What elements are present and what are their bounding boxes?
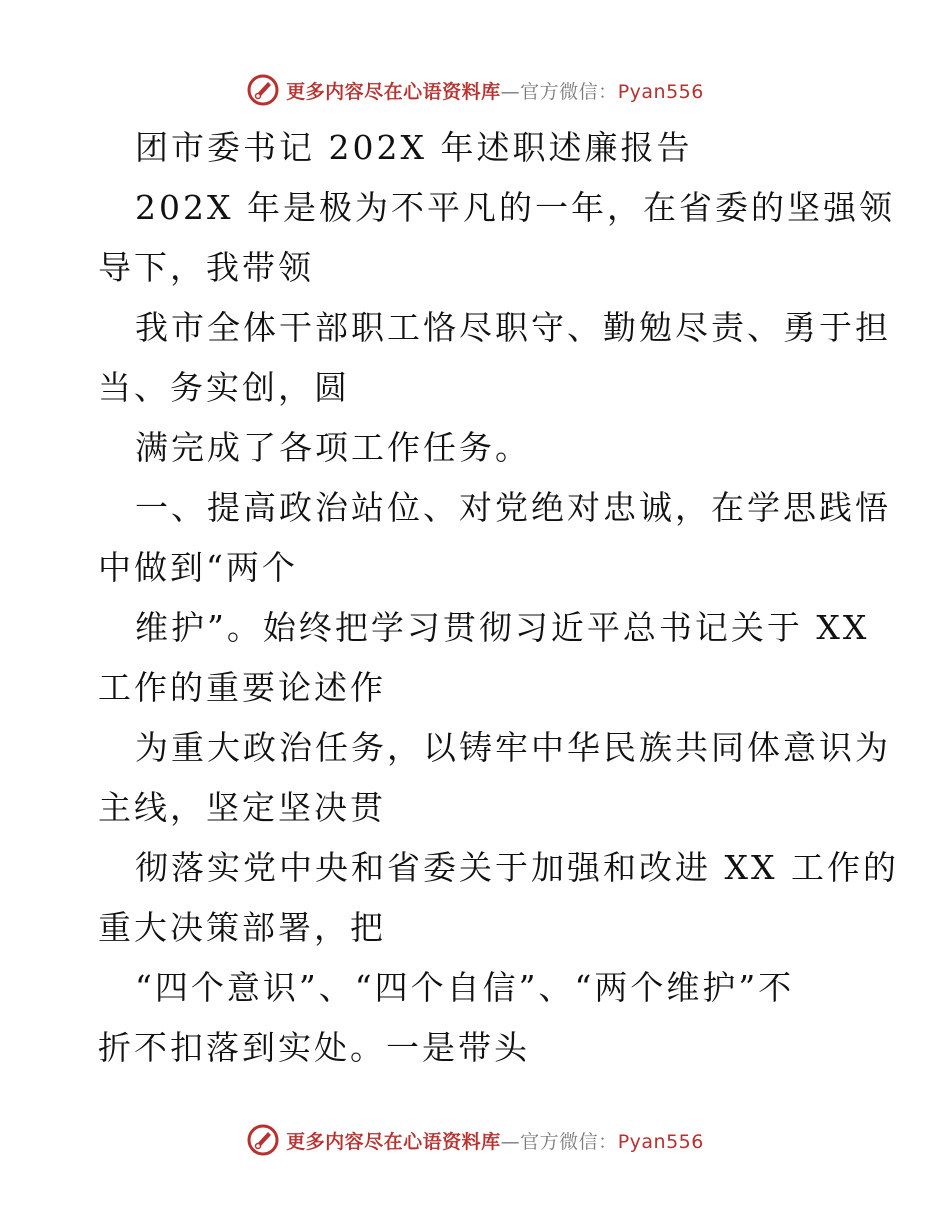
watermark-dash: — xyxy=(500,1130,521,1153)
text-line: “四个意识”、“四个自信”、“两个维护”不 xyxy=(135,968,795,1007)
brand-logo-icon xyxy=(246,1123,280,1157)
watermark-group xyxy=(246,73,704,107)
watermark-text xyxy=(286,77,704,104)
text-line: 一、提高政治站位、对党绝对忠诚，在学思践悟 xyxy=(135,488,891,527)
watermark-wechat-id: Pyan556 xyxy=(617,1130,704,1153)
brand-logo-icon xyxy=(246,73,280,107)
text-line: 维护”。始终把学习贯彻习近平总书记关于 XX xyxy=(135,608,870,647)
watermark-slogan: 更多内容尽在心语资料库 xyxy=(286,80,501,103)
text-line: 团市委书记 202X 年述职述廉报告 xyxy=(135,128,693,167)
footer-watermark-banner xyxy=(0,1120,950,1160)
header-watermark-banner xyxy=(0,70,950,110)
text-line: 主线，坚定坚决贯 xyxy=(98,788,386,827)
watermark-dash: — xyxy=(500,80,521,103)
text-line: 为重大政治任务，以铸牢中华民族共同体意识为 xyxy=(135,728,891,767)
watermark-wechat-id: Pyan556 xyxy=(617,80,704,103)
watermark-wechat-label: 官方微信： xyxy=(520,1130,618,1153)
watermark-group xyxy=(246,1123,704,1157)
document-body xyxy=(98,118,899,1078)
watermark-slogan: 更多内容尽在心语资料库 xyxy=(286,1130,501,1153)
text-line: 重大决策部署，把 xyxy=(98,908,386,947)
watermark-wechat-label: 官方微信： xyxy=(520,80,618,103)
text-line: 工作的重要论述作 xyxy=(98,668,386,707)
text-line: 202X 年是极为不平凡的一年，在省委的坚强领 xyxy=(135,188,895,227)
text-line: 中做到“两个 xyxy=(98,548,298,587)
text-line: 我市全体干部职工恪尽职守、勤勉尽责、勇于担 xyxy=(135,308,891,347)
watermark-text xyxy=(286,1127,704,1154)
text-line: 当、务实创，圆 xyxy=(98,368,350,407)
text-line: 彻落实党中央和省委关于加强和改进 XX 工作的 xyxy=(135,848,899,887)
text-line: 满完成了各项工作任务。 xyxy=(135,428,531,467)
text-line: 折不扣落到实处。一是带头 xyxy=(98,1028,530,1067)
text-line: 导下，我带领 xyxy=(98,248,314,287)
